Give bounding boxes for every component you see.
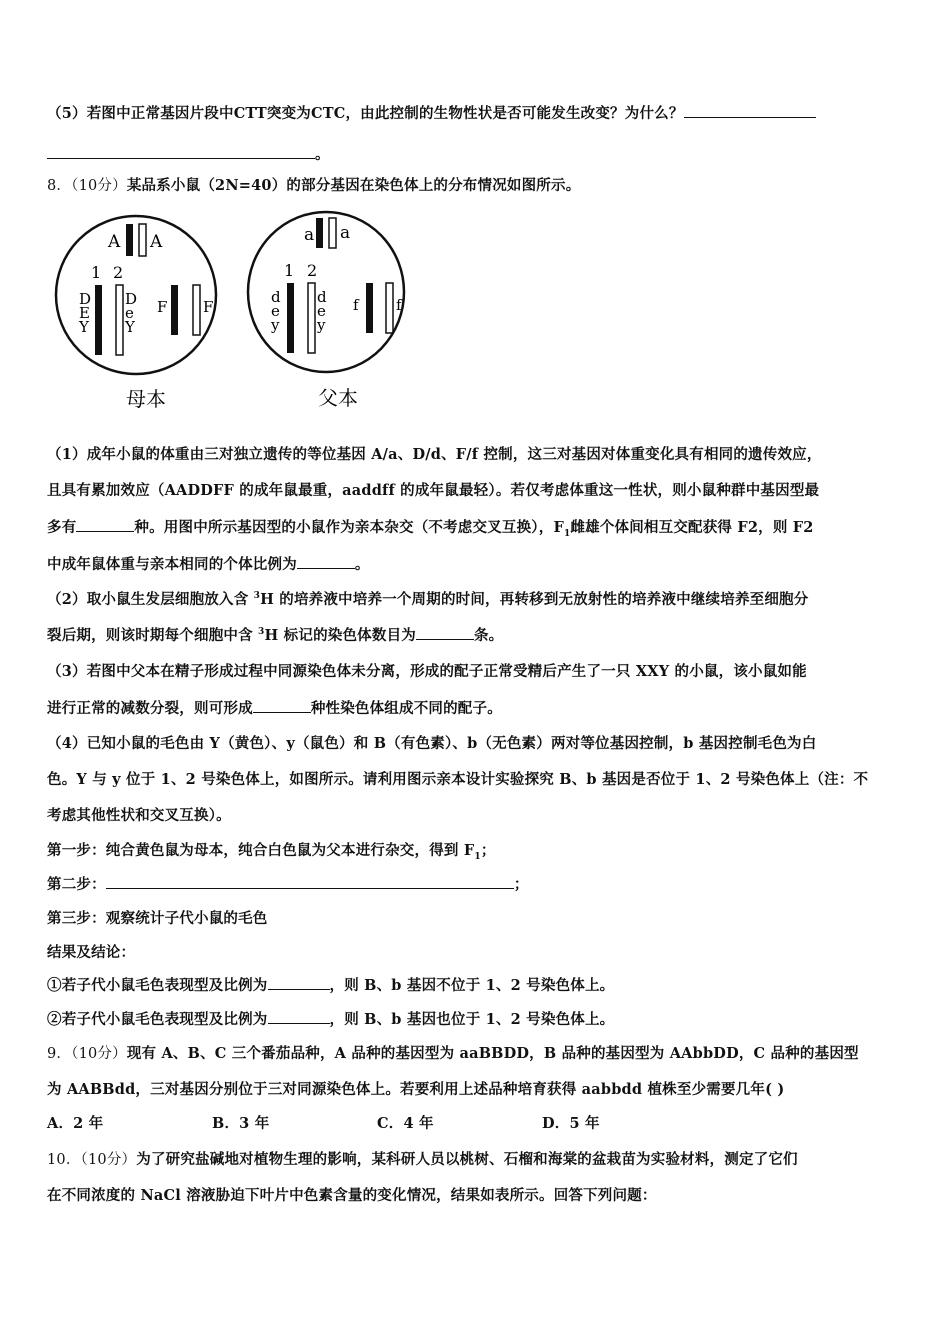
option-d[interactable]: D．5 年 bbox=[542, 1115, 600, 1132]
answer-blank bbox=[268, 1022, 330, 1024]
q8-step2 bbox=[47, 873, 529, 894]
answer-blank bbox=[684, 116, 816, 118]
q9-options bbox=[47, 1112, 707, 1133]
chromosome bbox=[366, 283, 373, 333]
q7-part5-cont bbox=[47, 143, 330, 164]
text: 色。Y 与 y 位于 1、2 号染色体上，如图所示。请利用图示亲本设计实验探究 B、b 基因是否位于 1、2 号染色体上（注：不 bbox=[47, 771, 869, 788]
q8-p4-l1 bbox=[47, 732, 816, 753]
text: ，则 B、b 基因也位于 1、2 号染色体上。 bbox=[329, 1011, 615, 1028]
answer-blank bbox=[268, 988, 330, 990]
chromosome bbox=[139, 224, 146, 256]
text: 结果及结论： bbox=[47, 944, 136, 961]
mother-cell bbox=[56, 216, 216, 411]
q8-p1-l3 bbox=[47, 516, 814, 539]
chromosome bbox=[308, 283, 315, 353]
chromosome bbox=[95, 285, 102, 355]
text: 现有 A、B、C 三个番茄品种，A 品种的基因型为 aaBBDD，B 品种的基因型为 AAbbDD，C 品种的基因型 bbox=[126, 1045, 859, 1062]
subscript: 1 bbox=[563, 528, 571, 539]
chromosome bbox=[287, 283, 294, 353]
gene-label: Y bbox=[79, 318, 89, 336]
q8-p3-l2 bbox=[47, 697, 502, 718]
gene-label: D bbox=[79, 290, 92, 308]
q8-p1-l1 bbox=[47, 443, 822, 464]
q8-stem bbox=[47, 174, 580, 195]
answer-blank bbox=[106, 887, 514, 889]
q7-end: 。 bbox=[315, 146, 330, 163]
q9-l2 bbox=[47, 1078, 784, 1099]
text: 条。 bbox=[473, 627, 504, 644]
gene-label: f bbox=[396, 296, 402, 314]
q8-p1-l2 bbox=[47, 479, 819, 500]
text: （3）若图中父本在精子形成过程中同源染色体未分离，形成的配子正常受精后产生了一只 XXY 的小鼠，该小鼠如能 bbox=[47, 663, 807, 680]
father-label: 父本 bbox=[318, 386, 358, 410]
text: 第三步：观察统计子代小鼠的毛色 bbox=[47, 910, 268, 927]
subscript: 1 bbox=[474, 851, 481, 862]
q8-step1 bbox=[47, 839, 496, 862]
q8-result1 bbox=[47, 974, 614, 995]
q9-l1 bbox=[47, 1042, 859, 1063]
q8-p4-l3 bbox=[47, 804, 231, 825]
text: 考虑其他性状和交叉互换）。 bbox=[47, 807, 231, 824]
chromosome-number: 1 bbox=[91, 263, 102, 282]
answer-blank bbox=[47, 157, 315, 159]
text: ②若子代小鼠毛色表现型及比例为 bbox=[47, 1011, 268, 1028]
text: 种。用图中所示基因型的小鼠作为亲本杂交（不考虑交叉互换），F bbox=[134, 519, 564, 536]
superscript: 3 bbox=[253, 591, 261, 602]
gene-label: F bbox=[157, 298, 168, 316]
mother-label: 母本 bbox=[126, 387, 166, 411]
q8-number: 8．（10分） bbox=[47, 178, 127, 194]
gene-label: d bbox=[317, 288, 327, 306]
text: 第一步：纯合黄色鼠为母本，纯合白色鼠为父本进行杂交，得到 F bbox=[47, 842, 475, 859]
answer-blank bbox=[297, 567, 355, 569]
gene-label: F bbox=[203, 298, 214, 316]
gene-label: f bbox=[353, 296, 359, 314]
answer-blank bbox=[416, 638, 474, 640]
gene-label: d bbox=[271, 288, 281, 306]
chromosome bbox=[316, 218, 323, 248]
q8-p2-l1 bbox=[47, 588, 808, 609]
q8-p2-l2 bbox=[47, 624, 503, 645]
chromosome bbox=[126, 224, 133, 256]
gene-label: a bbox=[340, 223, 351, 243]
text: ，则 B、b 基因不位于 1、2 号染色体上。 bbox=[329, 977, 615, 994]
q8-p1-l4 bbox=[47, 553, 370, 574]
q7-part5 bbox=[47, 102, 816, 123]
text: 第二步： bbox=[47, 876, 106, 893]
text: 多有 bbox=[47, 519, 77, 536]
text: 雌雄个体间相互交配获得 F2，则 F2 bbox=[570, 519, 814, 536]
option-b[interactable]: B．3 年 bbox=[212, 1115, 270, 1132]
chromosome bbox=[171, 285, 178, 335]
text: H 的培养液中培养一个周期的时间，再转移到无放射性的培养液中继续培养至细胞分 bbox=[260, 591, 809, 608]
option-c[interactable]: C．4 年 bbox=[377, 1115, 434, 1132]
text: 进行正常的减数分裂，则可形成 bbox=[47, 700, 253, 717]
q9-number: 9．（10分） bbox=[47, 1046, 127, 1062]
chromosome-number: 2 bbox=[113, 263, 124, 282]
q7-part5-text: （5）若图中正常基因片段中CTT突变为CTC，由此控制的生物性状是否可能发生改变？为什么？ bbox=[47, 105, 684, 122]
q10-l2 bbox=[47, 1184, 657, 1205]
text: 种性染色体组成不同的配子。 bbox=[310, 700, 502, 717]
gene-label: y bbox=[271, 316, 280, 334]
text: 为了研究盐碱地对植物生理的影响，某科研人员以桃树、石榴和海棠的盆栽苗为实验材料，测定了它们 bbox=[136, 1151, 798, 1168]
gene-label: E bbox=[79, 304, 90, 322]
gene-label: e bbox=[271, 302, 280, 320]
text: ； bbox=[513, 876, 529, 893]
q8-stem-text: 某品系小鼠（2N=40）的部分基因在染色体上的分布情况如图所示。 bbox=[126, 177, 581, 194]
option-a[interactable]: A．2 年 bbox=[47, 1115, 104, 1132]
chromosome-number: 1 bbox=[284, 261, 295, 280]
text: （4）已知小鼠的毛色由 Y（黄色）、y（鼠色）和 B（有色素）、b（无色素）两对等位基因控制，b 基因控制毛色为白 bbox=[47, 735, 817, 752]
q8-result-title bbox=[47, 941, 135, 962]
text: H 标记的染色体数目为 bbox=[264, 627, 416, 644]
chromosome-figure bbox=[50, 200, 430, 420]
gene-label: D bbox=[125, 290, 138, 308]
q8-step3 bbox=[47, 907, 268, 928]
q8-p4-l2 bbox=[47, 768, 868, 789]
q10-number: 10．（10分） bbox=[47, 1152, 137, 1168]
gene-label: A bbox=[150, 232, 163, 252]
chromosome bbox=[329, 218, 336, 248]
father-cell bbox=[248, 212, 404, 410]
chromosome-number: 2 bbox=[307, 261, 318, 280]
text: 在不同浓度的 NaCl 溶液胁迫下叶片中色素含量的变化情况，结果如表所示。回答下列问题： bbox=[47, 1187, 657, 1204]
text: 裂后期，则该时期每个细胞中含 bbox=[47, 627, 259, 644]
gene-label: A bbox=[108, 232, 121, 252]
text: 。 bbox=[354, 556, 370, 573]
q10-l1 bbox=[47, 1148, 798, 1169]
gene-label: Y bbox=[125, 318, 135, 336]
superscript: 3 bbox=[258, 627, 265, 638]
chromosome bbox=[116, 285, 123, 355]
gene-label: e bbox=[125, 304, 134, 322]
text: 中成年鼠体重与亲本相同的个体比例为 bbox=[47, 556, 297, 573]
text: （2）取小鼠生发层细胞放入含 bbox=[47, 591, 254, 608]
text: 且具有累加效应（AADDFF 的成年鼠最重，aaddff 的成年鼠最轻）。若仅考虑体重这一性状，则小鼠种群中基因型最 bbox=[47, 482, 820, 499]
answer-blank bbox=[76, 530, 134, 532]
text: 为 AABBdd，三对基因分别位于三对同源染色体上。若要利用上述品种培育获得 aabbdd 植株至少需要几年( ) bbox=[47, 1081, 785, 1098]
q8-p3-l1 bbox=[47, 660, 807, 681]
text: ； bbox=[480, 842, 496, 859]
chromosome bbox=[193, 285, 200, 335]
text: ①若子代小鼠毛色表现型及比例为 bbox=[47, 977, 268, 994]
gene-label: a bbox=[304, 225, 315, 245]
answer-blank bbox=[253, 711, 311, 713]
chromosome bbox=[386, 283, 393, 333]
gene-label: y bbox=[317, 316, 326, 334]
q8-result2 bbox=[47, 1008, 614, 1029]
text: （1）成年小鼠的体重由三对独立遗传的等位基因 A/a、D/d、F/f 控制，这三对基因对体重变化具有相同的遗传效应， bbox=[47, 446, 822, 463]
gene-label: e bbox=[317, 302, 326, 320]
